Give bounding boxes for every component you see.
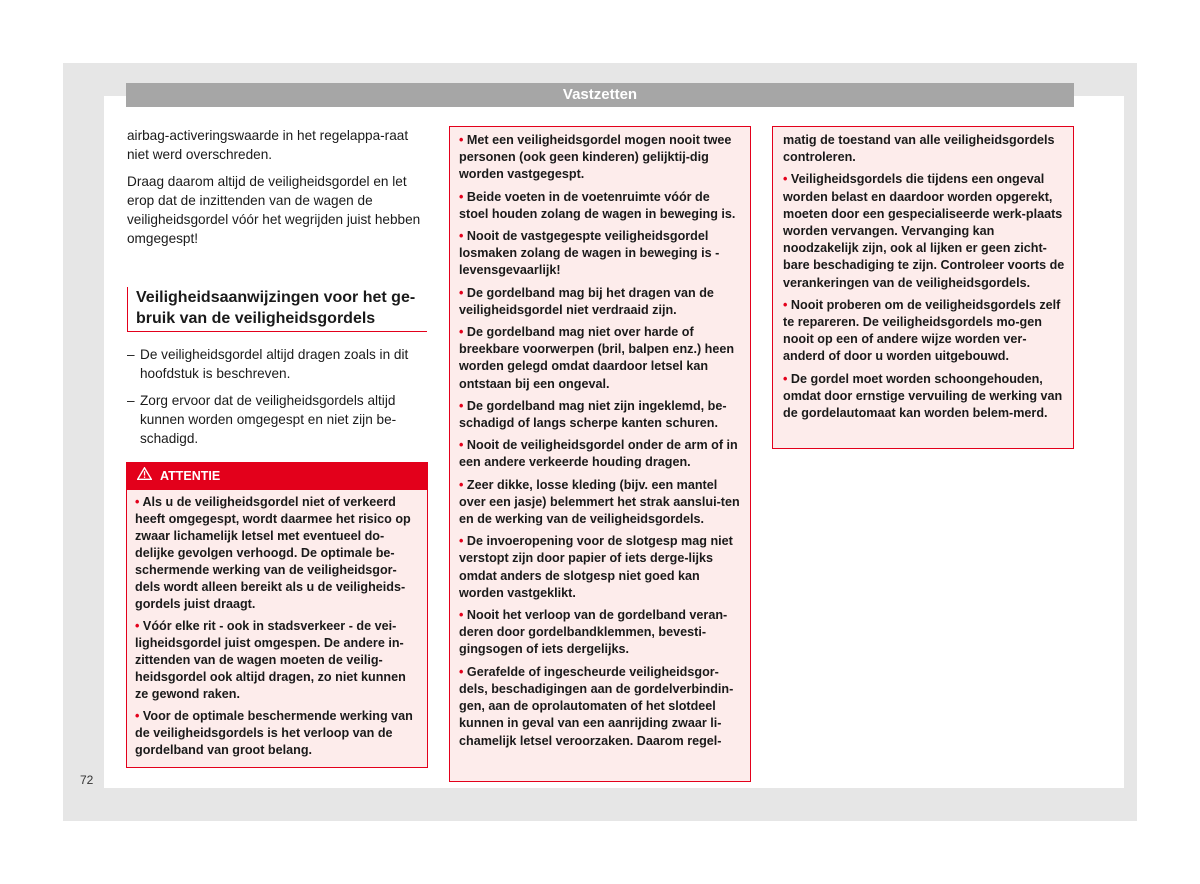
warning-item: • Voor de optimale beschermende werking van de veiligheidsgordels is het verloop van de gordelband van groot belang. — [135, 709, 413, 757]
chapter-header — [126, 83, 1074, 107]
bullet-icon: • — [459, 664, 467, 679]
warning-item: • Gerafelde of ingescheurde veiligheidsgor-dels, beschadigingen aan de gordelverbindin-gen, aan de oprolautomaten of het slotdeel kunnen in geval van een aanrijding zwaar li-chamelijk letsel veroorzaken. Daarom regel- — [459, 664, 734, 748]
bullet-icon: • — [783, 371, 791, 386]
warning-triangle-icon — [137, 463, 152, 490]
list-item-text: De veiligheidsgordel altijd dragen zoals in dit hoofdstuk is beschreven. — [140, 347, 409, 381]
page-number: 72 — [80, 773, 94, 787]
bullet-icon: • — [459, 534, 467, 549]
warning-box — [126, 462, 428, 768]
warning-item: • Nooit de veiligheidsgordel onder de arm of in een andere verkeerde houding dragen. — [459, 438, 738, 470]
warning-header — [127, 463, 427, 490]
section-heading — [127, 287, 427, 332]
bullet-icon: • — [459, 608, 467, 623]
warning-body — [127, 490, 427, 759]
warning-item: • Veiligheidsgordels die tijdens een ongeval worden belast en daardoor worden opgerekt, moeten door een gespecialiseerde werk-plaats worden vervangen. Vervanging kan noodzakelijk zijn, ook al lijken er geen zicht-bare beschadiging te zijn. Controleer voorts de verankeringen van de veiligheidsgordels. — [783, 172, 1065, 290]
warning-item: • De gordelband mag bij het dragen van de veiligheidsgordel niet verdraaid zijn. — [459, 285, 714, 317]
bullet-icon: • — [135, 709, 143, 723]
bullet-icon: • — [459, 133, 467, 147]
chapter-title: Vastzetten — [562, 86, 638, 103]
bullet-icon: • — [459, 477, 467, 492]
warning-item: • Vóór elke rit - ook in stadsverkeer - de vei-ligheidsgordel juist omgespen. De andere in-zittenden van de wagen moeten de veilig-heidsgordel ook altijd dragen, zo niet kunnen ze gewond raken. — [135, 619, 406, 701]
dash-marker: – — [127, 393, 135, 408]
list-item — [127, 391, 427, 448]
bullet-icon: • — [459, 398, 467, 413]
bullet-icon: • — [135, 495, 143, 509]
bullet-icon: • — [783, 172, 791, 187]
bullet-icon: • — [459, 285, 467, 300]
list-item-text: Zorg ervoor dat de veiligheidsgordels altijd kunnen worden omgegespt en niet zijn be-schadigd. — [140, 393, 397, 446]
section-title: Veiligheidsaanwijzingen voor het ge-bruik van de veiligheidsgordels — [136, 289, 416, 327]
bullet-icon: • — [459, 189, 467, 204]
warning-item: • Zeer dikke, losse kleding (bijv. een mantel over een jasje) belemmert het strak aanslui-ten en de werking van de veiligheidsgordels. — [459, 477, 740, 527]
intro-text — [127, 126, 427, 256]
warning-item: • De gordelband mag niet over harde of breekbare voorwerpen (bril, balpen enz.) heen worden gelegd omdat daardoor letsel kan ontstaan bij een ongeval. — [459, 325, 735, 391]
bullet-icon: • — [459, 438, 467, 453]
bullet-icon: • — [459, 325, 467, 340]
bullet-icon: • — [783, 297, 791, 312]
intro-paragraph-1: airbag-activeringswaarde in het regelappa-raat niet werd overschreden. — [127, 128, 409, 162]
warning-item: • De gordel moet worden schoongehouden, omdat door ernstige vervuiling de werking van de gordelautomaat kan worden belem-merd. — [783, 371, 1063, 421]
warning-label: ATTENTIE — [160, 469, 221, 483]
warning-continuation-box — [449, 126, 751, 782]
dash-marker: – — [127, 347, 135, 362]
intro-paragraph-2: Draag daarom altijd de veiligheidsgordel en let erop dat de inzittenden van de wagen de veiligheidsgordel vóór het wegrijden juist hebben omgegespt! — [127, 174, 421, 246]
warning-item: • Nooit de vastgegespte veiligheidsgordel losmaken zolang de wagen in beweging is - levensgevaarlijk! — [459, 229, 720, 278]
list-item — [127, 345, 427, 383]
warning-continuation-box-2 — [772, 126, 1074, 449]
warning-item: • Beide voeten in de voetenruimte vóór de stoel houden zolang de wagen in beweging is. — [459, 189, 736, 221]
warning-item: • Nooit proberen om de veiligheidsgordels zelf te repareren. De veiligheidsgordels mo-gen nooit op een of andere wijze worden ver-anderd of door u worden uitgebouwd. — [783, 297, 1061, 364]
warning-item: • Met een veiligheidsgordel mogen nooit twee personen (ook geen kinderen) gelijktij-dig worden vastgegespt. — [459, 133, 732, 182]
warning-continuation-text: matig de toestand van alle veiligheidsgordels controleren. — [783, 133, 1055, 165]
warning-item: • De gordelband mag niet zijn ingeklemd, be-schadigd of langs scherpe kanten schuren. — [459, 398, 727, 431]
instruction-list — [127, 345, 427, 456]
bullet-icon: • — [135, 619, 143, 633]
warning-item: • Nooit het verloop van de gordelband veran-deren door gordelbandklemmen, bevesti-gingsogen of iets dergelijks. — [459, 608, 728, 657]
warning-item: • Als u de veiligheidsgordel niet of verkeerd heeft omgegespt, wordt daarmee het risico op zwaar lichamelijk letsel met eventueel do-delijke gevolgen verhoogd. De optimale be-schermende werking van de veiligheidsgor-dels wordt alleen bereikt als u de veiligheids-gordels juist draagt. — [135, 495, 411, 611]
warning-item: • De invoeropening voor de slotgesp mag niet verstopt zijn door papier of iets derge-lijks omdat anders de slotgesp niet goed kan worden vastgeklikt. — [459, 534, 733, 600]
bullet-icon: • — [459, 229, 467, 244]
